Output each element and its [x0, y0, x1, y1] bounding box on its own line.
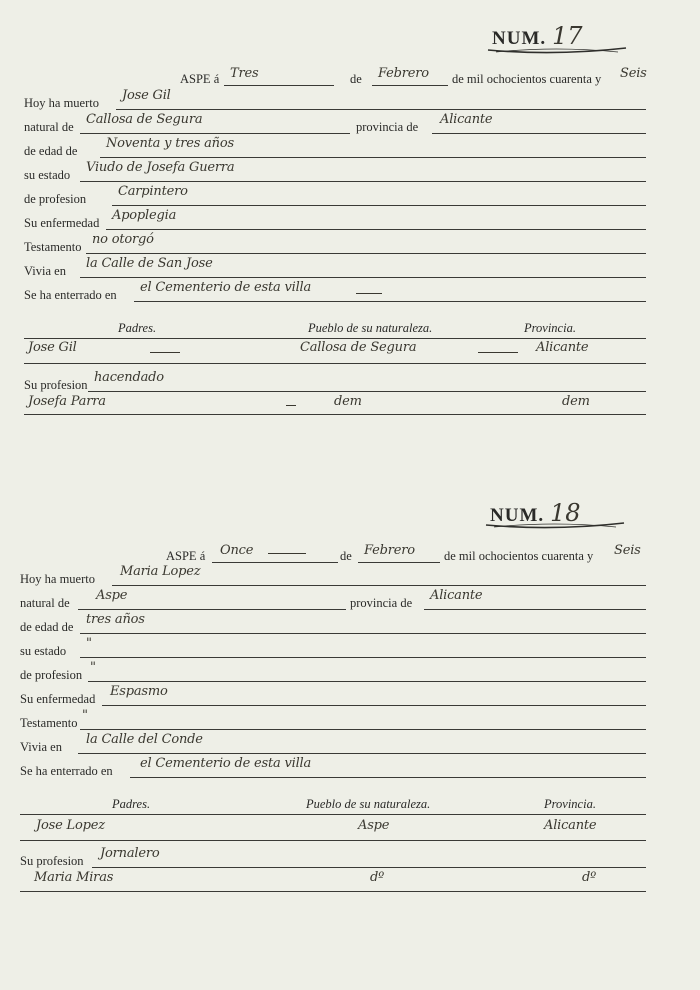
mother-name: Maria Miras	[34, 870, 114, 885]
died-line	[112, 585, 646, 586]
father-profession-value: hacendado	[94, 370, 164, 385]
provincia-value: Alicante	[430, 588, 483, 603]
age-label: de edad de	[24, 144, 78, 158]
month-line	[358, 562, 440, 563]
day-line	[212, 562, 338, 563]
residence-line	[80, 277, 646, 278]
father-province: Alicante	[536, 340, 589, 355]
hometown-header: Pueblo de su naturaleza.	[308, 321, 433, 335]
father-hometown: Callosa de Segura	[300, 340, 417, 355]
num-label: NUM.	[490, 505, 545, 526]
burial-value: el Cementerio de esta villa	[140, 280, 312, 295]
profession-line	[88, 681, 646, 682]
mother-province: dº	[582, 870, 597, 885]
year-label: de mil ochocientos cuarenta y	[444, 549, 594, 563]
provincia-value: Alicante	[440, 112, 493, 127]
year-suffix-value: Seis	[620, 66, 647, 81]
deceased-name: Maria Lopez	[120, 564, 201, 579]
will-label: Testamento	[20, 716, 78, 730]
mother-dash	[286, 405, 296, 406]
profession-line	[112, 205, 646, 206]
father-province: Alicante	[544, 818, 597, 833]
provincia-line	[424, 609, 646, 610]
mother-line	[20, 891, 646, 892]
status-value: "	[86, 636, 92, 651]
residence-value: la Calle del Conde	[86, 732, 203, 747]
status-label: su estado	[20, 644, 67, 658]
will-value: "	[82, 708, 88, 723]
profession-label: de profesion	[24, 192, 87, 206]
father-profession-line	[88, 391, 646, 392]
father-name: Jose Gil	[28, 340, 77, 355]
burial-line	[130, 777, 646, 778]
num-label: NUM.	[492, 28, 547, 49]
natural-label: natural de	[24, 120, 74, 134]
mother-name: Josefa Parra	[28, 394, 106, 409]
natural-line	[78, 609, 346, 610]
month-value: Febrero	[364, 543, 415, 558]
illness-line	[106, 229, 646, 230]
father-hometown: Aspe	[358, 818, 390, 833]
burial-label: Se ha enterrado en	[24, 288, 117, 302]
illness-value: Espasmo	[110, 684, 168, 699]
aspe-label: ASPE á	[166, 549, 206, 563]
age-line	[80, 633, 646, 634]
parents-header: Padres.	[118, 321, 157, 335]
father-name: Jose Lopez	[36, 818, 105, 833]
parents-header: Padres.	[112, 797, 151, 811]
de-label: de	[340, 549, 352, 563]
month-value: Febrero	[378, 66, 429, 81]
day-value: Tres	[230, 66, 259, 81]
mother-line	[24, 414, 646, 415]
mother-hometown: dº	[370, 870, 385, 885]
burial-label: Se ha enterrado en	[20, 764, 113, 778]
status-line	[80, 657, 646, 658]
header-rule	[20, 814, 646, 815]
will-line	[86, 253, 646, 254]
father-line	[24, 363, 646, 364]
burial-dash	[356, 293, 382, 294]
father-profession-value: Jornalero	[100, 846, 160, 861]
provincia-line	[432, 133, 646, 134]
will-label: Testamento	[24, 240, 82, 254]
profession-label: de profesion	[20, 668, 83, 682]
natural-value: Aspe	[96, 588, 128, 603]
illness-label: Su enfermedad	[24, 216, 100, 230]
status-label: su estado	[24, 168, 71, 182]
profession-value: "	[90, 660, 96, 675]
mother-hometown: dem	[334, 394, 362, 409]
burial-value: el Cementerio de esta villa	[140, 756, 312, 771]
num-underline-flourish	[486, 44, 628, 58]
age-value: tres años	[86, 612, 145, 627]
header-rule	[24, 338, 646, 339]
day-value: Once	[220, 543, 254, 558]
died-line	[116, 109, 646, 110]
age-line	[100, 157, 646, 158]
residence-label: Vivia en	[24, 264, 66, 278]
age-value: Noventa y tres años	[106, 136, 234, 151]
de-label: de	[350, 72, 362, 86]
will-value: no otorgó	[92, 232, 154, 247]
year-suffix-value: Seis	[614, 543, 641, 558]
illness-line	[102, 705, 646, 706]
provincia-label: provincia de	[350, 596, 413, 610]
profession-value: Carpintero	[118, 184, 188, 199]
aspe-label: ASPE á	[180, 72, 220, 86]
num-underline-flourish	[484, 519, 626, 533]
died-label: Hoy ha muerto	[24, 96, 99, 110]
father-dash-2	[478, 352, 518, 353]
mother-province: dem	[562, 394, 590, 409]
illness-label: Su enfermedad	[20, 692, 96, 706]
hometown-header: Pueblo de su naturaleza.	[306, 797, 431, 811]
natural-line	[80, 133, 350, 134]
province-header: Provincia.	[524, 321, 576, 335]
will-line	[80, 729, 646, 730]
day-line	[224, 85, 334, 86]
father-dash	[150, 352, 180, 353]
month-line	[372, 85, 448, 86]
day-dash	[268, 553, 306, 554]
residence-value: la Calle de San Jose	[86, 256, 213, 271]
provincia-label: provincia de	[356, 120, 419, 134]
year-label: de mil ochocientos cuarenta y	[452, 72, 602, 86]
died-label: Hoy ha muerto	[20, 572, 95, 586]
num-value: 17	[552, 22, 583, 50]
father-profession-line	[92, 867, 646, 868]
natural-value: Callosa de Segura	[86, 112, 203, 127]
residence-label: Vivia en	[20, 740, 62, 754]
deceased-name: Jose Gil	[122, 88, 171, 103]
burial-line	[134, 301, 646, 302]
father-profession-label: Su profesion	[20, 854, 84, 868]
status-value: Viudo de Josefa Guerra	[86, 160, 235, 175]
father-profession-label: Su profesion	[24, 378, 88, 392]
status-line	[80, 181, 646, 182]
num-value: 18	[550, 499, 581, 527]
father-line	[20, 840, 646, 841]
age-label: de edad de	[20, 620, 74, 634]
residence-line	[78, 753, 646, 754]
natural-label: natural de	[20, 596, 70, 610]
illness-value: Apoplegia	[112, 208, 177, 223]
province-header: Provincia.	[544, 797, 596, 811]
